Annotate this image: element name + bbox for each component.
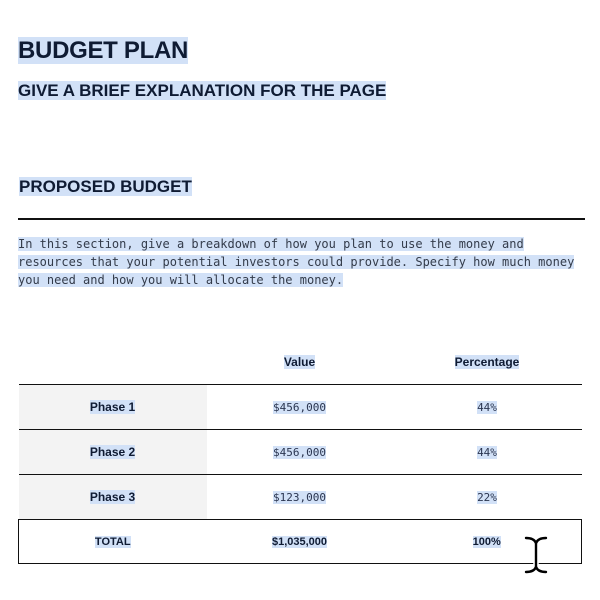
i-beam-text-cursor-icon [522, 534, 550, 576]
total-label-cell[interactable] [19, 520, 207, 564]
table-row [19, 385, 582, 430]
total-value-cell[interactable] [207, 520, 393, 564]
row-percentage-text: 44% [477, 400, 497, 414]
section-body-text: In this section, give a breakdown of how you plan to use the money and resources that your potential investors could provide. Specify how much money you need and how you will allocate the money. [18, 237, 575, 287]
row-percentage-text: 44% [477, 445, 497, 459]
header-value-text: Value [283, 355, 316, 369]
row-value-cell[interactable] [207, 430, 393, 475]
table-header-row [19, 340, 582, 385]
header-percentage-text: Percentage [454, 355, 520, 369]
row-value-text: $123,000 [273, 490, 326, 504]
row-value-cell[interactable] [207, 475, 393, 520]
row-percentage-cell[interactable] [393, 430, 582, 475]
row-label-text: Phase 2 [89, 445, 136, 459]
budget-table [18, 340, 582, 564]
row-label-text: Phase 3 [89, 490, 136, 504]
page-title[interactable] [18, 36, 188, 66]
header-cell-percentage[interactable] [393, 340, 582, 385]
row-percentage-text: 22% [477, 490, 497, 504]
row-percentage-cell[interactable] [393, 385, 582, 430]
section-body[interactable] [18, 235, 578, 289]
row-value-cell[interactable] [207, 385, 393, 430]
row-label-cell[interactable] [19, 385, 207, 430]
total-percentage-cell[interactable] [393, 520, 582, 564]
row-value-text: $456,000 [273, 400, 326, 414]
header-cell-label[interactable] [19, 340, 207, 385]
total-value-text: $1,035,000 [271, 535, 328, 548]
row-label-cell[interactable] [19, 430, 207, 475]
total-label-text: TOTAL [94, 535, 131, 548]
section-divider [18, 218, 585, 220]
section-heading-text: PROPOSED BUDGET [19, 177, 192, 196]
row-label-text: Phase 1 [89, 400, 136, 414]
row-label-cell[interactable] [19, 475, 207, 520]
total-percentage-text: 100% [472, 535, 501, 548]
page-subtitle-text: GIVE A BRIEF EXPLANATION FOR THE PAGE [18, 81, 387, 100]
table-row [19, 430, 582, 475]
table-row [19, 475, 582, 520]
page-title-text: BUDGET PLAN [18, 37, 189, 64]
header-cell-value[interactable] [207, 340, 393, 385]
section-heading[interactable] [19, 175, 192, 199]
total-row [19, 520, 582, 564]
row-percentage-cell[interactable] [393, 475, 582, 520]
page-subtitle[interactable] [18, 80, 386, 102]
row-value-text: $456,000 [273, 445, 326, 459]
